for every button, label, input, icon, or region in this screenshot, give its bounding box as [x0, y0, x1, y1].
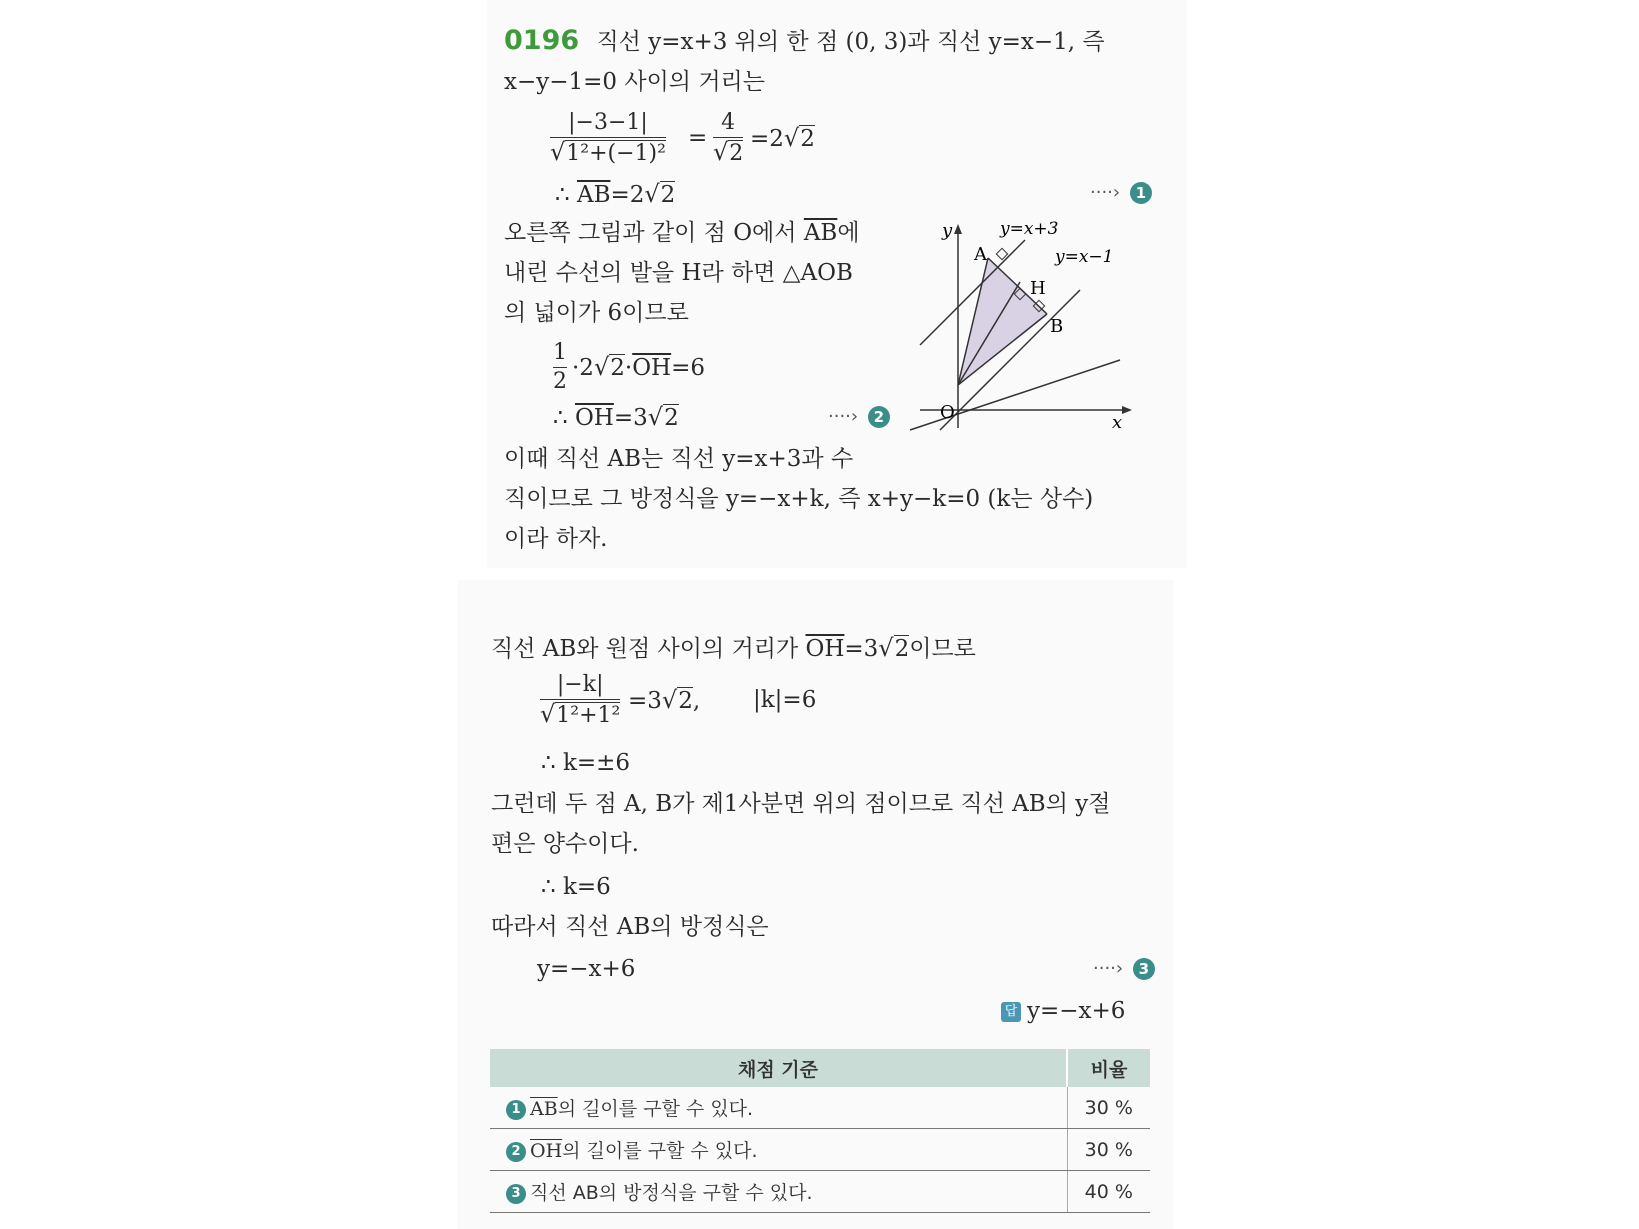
grading-row: 3 직선 AB의 방정식을 구할 수 있다. 40 % [490, 1171, 1150, 1213]
ab-length-result: ∴ $\overline{AB}=2√2$ [555, 180, 676, 208]
answer-text: y=−x+6 [1027, 998, 1126, 1024]
step-marker-1: ····› 1 [1090, 182, 1152, 204]
distance-result: =2√2 [750, 124, 815, 152]
part2-line-2: 그런데 두 점 A, B가 제1사분면 위의 점이므로 직선 AB의 y절 [491, 791, 1111, 817]
simplified-fraction: 4 √2 [713, 110, 744, 166]
step-marker-3: ····› 3 [1093, 958, 1155, 980]
step-marker-2: ····› 2 [828, 406, 890, 428]
answer-icon: 답 [1001, 1002, 1021, 1022]
y-axis-arrow [954, 224, 962, 234]
oh-length-result: ∴ $\overline{OH}=3√2$ [553, 403, 679, 431]
k-value: ∴ k=6 [541, 874, 611, 900]
distance-fraction-numerator: |−3−1| [568, 110, 648, 135]
y-axis-label: y [942, 220, 953, 241]
k-plus-minus: ∴ k=±6 [541, 750, 631, 776]
lower-line-label: y=x−1 [1055, 247, 1114, 267]
point-h-label: H [1030, 278, 1046, 299]
solution-text-d: 이때 직선 AB는 직선 y=x+3과 수 [504, 446, 854, 472]
solution-text-b: 내린 수선의 발을 H라 하면 △AOB [504, 260, 853, 286]
point-b-label: B [1050, 316, 1064, 337]
solution-text-e: 직이므로 그 방정식을 y=−x+k, 즉 x+y−k=0 (k는 상수) [504, 486, 1094, 512]
solution-text-c: 의 넓이가 6이므로 [504, 300, 689, 326]
area-equation: $\cdot 2√2\cdot\overline{OH}=6$ [572, 353, 706, 381]
answer-line [1001, 997, 1125, 1025]
grading-table [490, 1049, 1150, 1213]
simplified-numerator: 4 [721, 110, 736, 135]
grading-row: 1 $\overline{AB}$의 길이를 구할 수 있다. 30 % [490, 1087, 1150, 1129]
part2-line-1: 직선 AB와 원점 사이의 거리가 $\overline{OH}=3√2$이므로 [491, 634, 976, 662]
part2-line-3: 편은 양수이다. [491, 831, 639, 857]
x-axis-label: x [1112, 412, 1123, 433]
simplified-denominator: 2 [729, 141, 744, 166]
solution-text-f: 이라 하자. [504, 526, 608, 552]
final-equation: y=−x+6 [537, 956, 636, 982]
grading-header-criteria: 채점 기준 [490, 1049, 1067, 1087]
point-a-label: A [974, 244, 987, 265]
coordinate-graph [900, 210, 1160, 440]
k-distance-fraction: |−k| √1²+1² [540, 672, 621, 728]
k-distance-value: =3√2, [628, 686, 701, 714]
origin-label: O [940, 402, 955, 423]
problem-line-2: x−y−1=0 사이의 거리는 [504, 69, 765, 95]
problem-text-1: 직선 y=x+3 위의 한 점 (0, 3)과 직선 y=x−1, 즉 [596, 29, 1105, 55]
distance-fraction: |−3−1| √1²+(−1)² [550, 110, 666, 166]
right-angle-a [996, 248, 1007, 259]
distance-fraction-denominator: 1²+(−1)² [566, 141, 666, 166]
abs-k-equation: |k|=6 [753, 687, 817, 713]
problem-line-1 [504, 27, 1105, 56]
part2-line-4: 따라서 직선 AB의 방정식은 [491, 914, 769, 940]
x-axis-arrow [1122, 406, 1132, 414]
upper-line-label: y=x+3 [1000, 219, 1059, 239]
problem-number: 0196 [504, 25, 580, 56]
solution-text-a: 오른쪽 그림과 같이 점 O에서 $\overline{AB}$에 [504, 220, 860, 246]
grading-header-ratio: 비율 [1067, 1049, 1150, 1087]
grading-row: 2 $\overline{OH}$의 길이를 구할 수 있다. 30 % [490, 1129, 1150, 1171]
half-fraction: 1 2 [553, 340, 567, 394]
